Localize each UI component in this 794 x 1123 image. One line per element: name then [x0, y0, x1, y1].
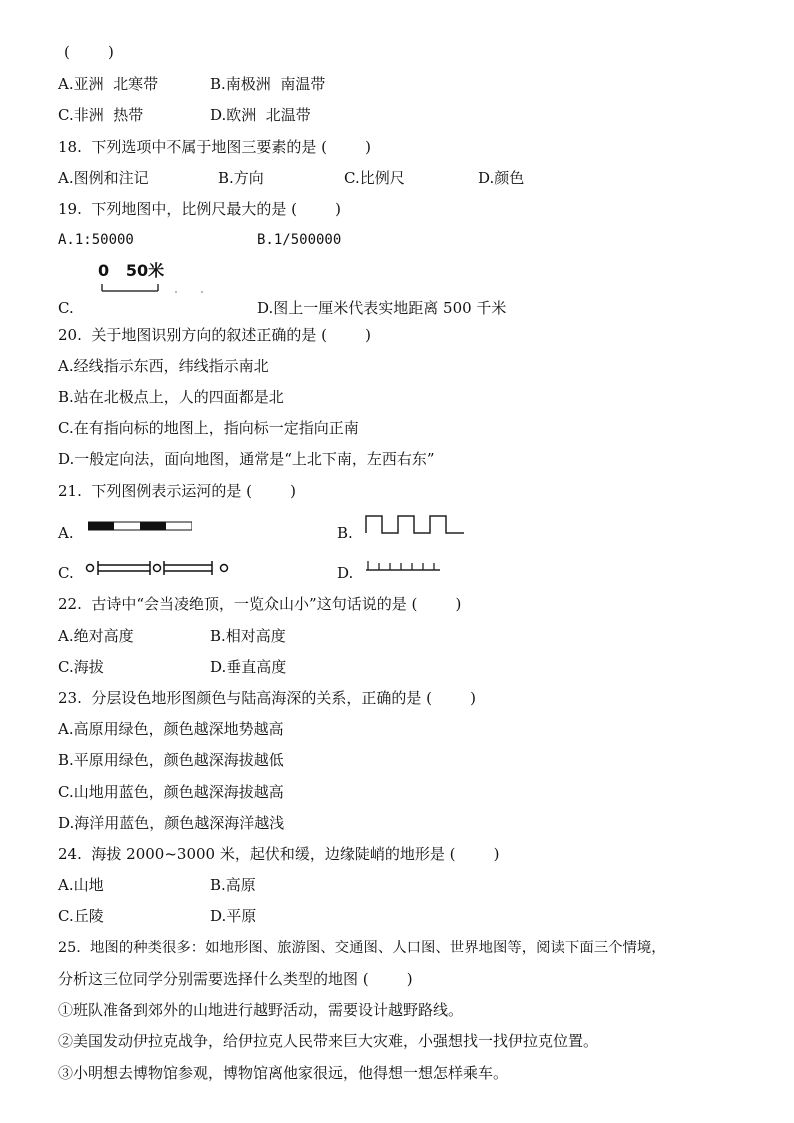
q18-stem: 18. 下列选项中不属于地图三要素的是 ( ) [58, 138, 372, 156]
q18-option-c: C.比例尺 [344, 169, 405, 187]
q18-option-a: A.图例和注记 [58, 169, 149, 187]
q17-option-c: C.非洲 热带 [58, 106, 144, 124]
q22-option-c: C.海拔 [58, 658, 104, 676]
q24-option-d: D.平原 [210, 907, 257, 925]
q20-stem: 20. 关于地图识别方向的叙述正确的是 ( ) [58, 326, 372, 344]
q18-option-d: D.颜色 [478, 169, 525, 187]
q22-stem: 22. 古诗中“会当凌绝顶，一览众山小”这句话说的是 ( ) [58, 595, 462, 613]
q21-option-a-label: A. [58, 524, 74, 542]
q17-option-b: B.南极洲 南温带 [210, 75, 326, 93]
q22-option-a: A.绝对高度 [58, 627, 134, 645]
q24-option-b: B.高原 [210, 876, 256, 894]
q25-scenario-2: ②美国发动伊拉克战争，给伊拉克人民带来巨大灾难，小强想找一找伊拉克位置。 [58, 1032, 599, 1050]
q23-option-a: A.高原用绿色，颜色越深地势越高 [58, 720, 284, 738]
q19-option-d: D.图上一厘米代表实地距离 500 千米 [257, 299, 507, 317]
q25-stem-line2: 分析这三位同学分别需要选择什么类型的地图 ( ) [58, 970, 413, 988]
q24-option-c: C.丘陵 [58, 907, 104, 925]
q21-option-b-label: B. [337, 524, 353, 542]
q20-option-c: C.在有指向标的地图上，指向标一定指向正南 [58, 419, 359, 437]
q19-scale-bar-line [98, 280, 208, 294]
railway-legend-symbol [88, 520, 192, 532]
q22-option-d: D.垂直高度 [210, 658, 287, 676]
q21-option-c-label: C. [58, 564, 74, 582]
q25-scenario-3: ③小明想去博物馆参观，博物馆离他家很远，他得想一想怎样乘车。 [58, 1064, 509, 1082]
q21-option-d-label: D. [337, 564, 354, 582]
q19-scale-bar-text: 0 50米 [98, 261, 165, 280]
q19-stem: 19. 下列地图中，比例尺最大的是 ( ) [58, 200, 342, 218]
q20-option-a: A.经线指示东西，纬线指示南北 [58, 357, 269, 375]
q19-scale-bar-graphic [98, 262, 208, 294]
q18-option-b: B.方向 [218, 169, 264, 187]
q25-scenario-1: ①班队准备到郊外的山地进行越野活动，需要设计越野路线。 [58, 1001, 464, 1019]
q19-option-c-label: C. [58, 299, 74, 317]
q23-option-c: C.山地用蓝色，颜色越深海拔越高 [58, 783, 284, 801]
q20-option-b: B.站在北极点上，人的四面都是北 [58, 388, 284, 406]
q19-option-b: B.1/500000 [257, 232, 342, 248]
q25-stem-line1: 25. 地图的种类很多：如地形图、旅游图、交通图、人口图、世界地图等，阅读下面三个情境， [58, 940, 666, 956]
q23-option-d: D.海洋用蓝色，颜色越深海洋越浅 [58, 814, 285, 832]
q17-option-a: A.亚洲 北寒带 [58, 75, 159, 93]
q17-answer-blank: ( ) [64, 43, 114, 61]
canal-lock-legend-symbol [84, 558, 234, 578]
cliff-legend-symbol [364, 558, 444, 574]
q23-option-b: B.平原用绿色，颜色越深海拔越低 [58, 751, 284, 769]
q19-option-a: A.1:50000 [58, 232, 134, 248]
q24-option-a: A.山地 [58, 876, 104, 894]
q17-option-d: D.欧洲 北温带 [210, 106, 311, 124]
boundary-wall-legend-symbol [364, 513, 468, 535]
q21-stem: 21. 下列图例表示运河的是 ( ) [58, 482, 297, 500]
q20-option-d: D.一般定向法，面向地图，通常是“上北下南，左西右东” [58, 450, 435, 468]
q23-stem: 23. 分层设色地形图颜色与陆高海深的关系，正确的是 ( ) [58, 689, 477, 707]
q22-option-b: B.相对高度 [210, 627, 286, 645]
q24-stem: 24. 海拔 2000~3000 米，起伏和缓，边缘陡峭的地形是 ( ) [58, 845, 500, 863]
